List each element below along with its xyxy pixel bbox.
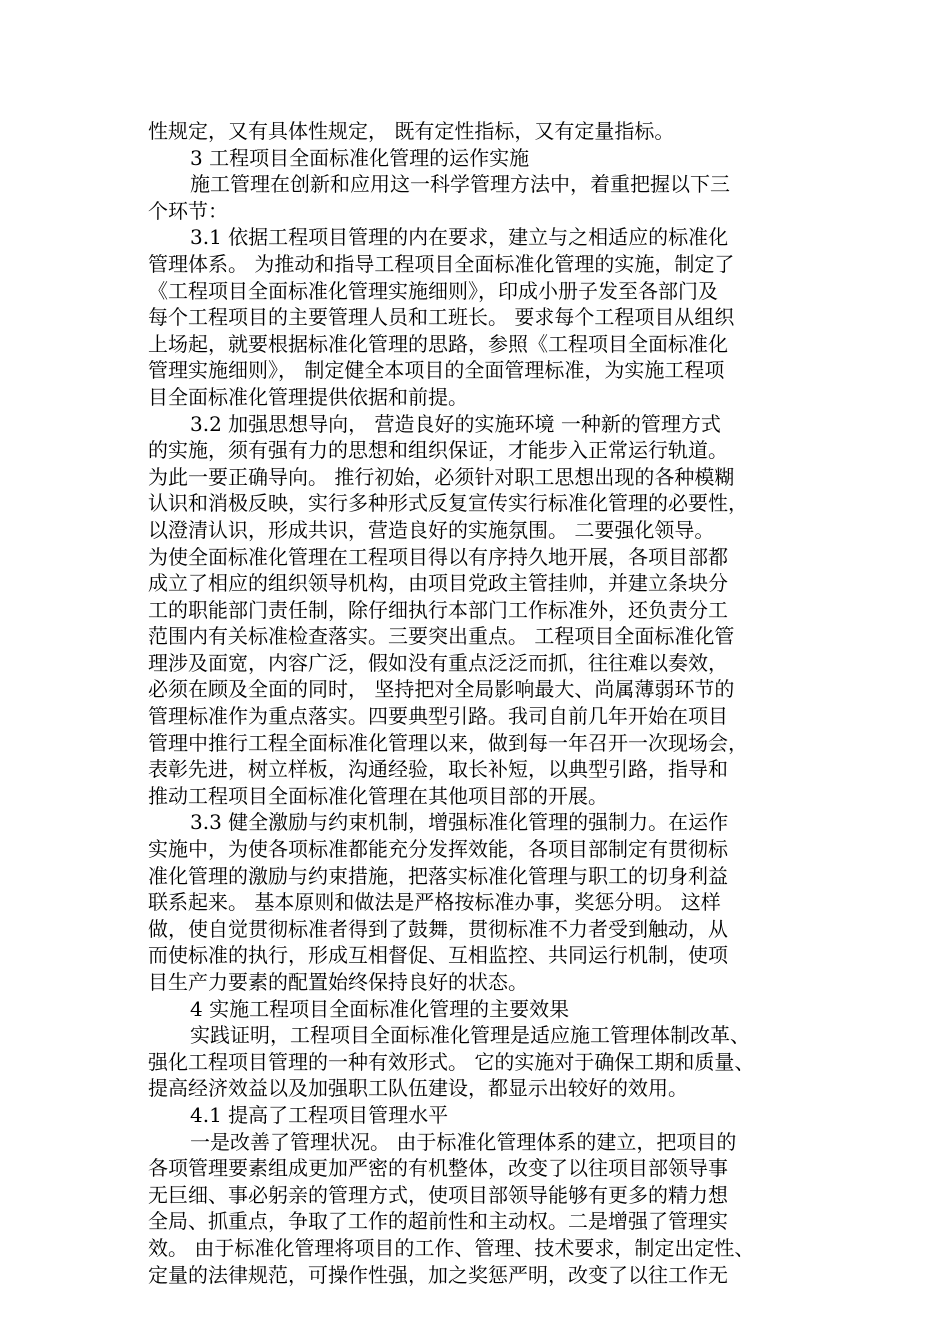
text-line: 推动工程项目全面标准化管理在其他项目部的开展。 bbox=[148, 783, 608, 808]
text-line: 提高经济效益以及加强职工队伍建设，都显示出较好的效用。 bbox=[148, 1076, 688, 1101]
text-line: 3.2 加强思想导向， 营造良好的实施环境 一种新的管理方式 bbox=[190, 411, 721, 436]
text-line: 成立了相应的组织领导机构，由项目党政主管挂帅，并建立条块分 bbox=[148, 571, 728, 596]
text-line: 3.1 依据工程项目管理的内在要求，建立与之相适应的标准化 bbox=[190, 225, 729, 250]
text-line: 无巨细、事必躬亲的管理方式，使项目部领导能够有更多的精力想 bbox=[148, 1182, 728, 1207]
text-line: 做，使自觉贯彻标准者得到了鼓舞，贯彻标准不力者受到触动，从 bbox=[148, 916, 728, 941]
document-body bbox=[0, 118, 950, 1288]
text-line: 表彰先进，树立样板，沟通经验，取长补短，以典型引路，指导和 bbox=[148, 757, 728, 782]
text-line: 管理标准作为重点落实。四要典型引路。我司自前几年开始在项目 bbox=[148, 704, 728, 729]
text-line: 范围内有关标准检查落实。三要突出重点。 工程项目全面标准化管 bbox=[148, 624, 735, 649]
text-line: 管理体系。 为推动和指导工程项目全面标准化管理的实施，制定了 bbox=[148, 251, 735, 276]
text-line: 每个工程项目的主要管理人员和工班长。 要求每个工程项目从组织 bbox=[148, 305, 735, 330]
text-line: 效。 由于标准化管理将项目的工作、管理、技术要求，制定出定性、 bbox=[148, 1235, 755, 1260]
text-line: 目生产力要素的配置始终保持良好的状态。 bbox=[148, 970, 528, 994]
text-line: 3.3 健全激励与约束机制，增强标准化管理的强制力。在运作 bbox=[190, 810, 729, 835]
text-line: 强化工程项目管理的一种有效形式。 它的实施对于确保工期和质量、 bbox=[148, 1049, 755, 1074]
text-line: 必须在顾及全面的同时， 坚持把对全局影响最大、尚属薄弱环节的 bbox=[148, 677, 735, 702]
text-line: 实践证明，工程项目全面标准化管理是适应施工管理体制改革、 bbox=[190, 1023, 750, 1048]
text-line: 性规定，又有具体性规定， 既有定性指标，又有定量指标。 bbox=[148, 119, 675, 143]
text-line: 联系起来。 基本原则和做法是严格按标准办事，奖惩分明。 这样 bbox=[148, 890, 721, 915]
text-line: 4.1 提高了工程项目管理水平 bbox=[190, 1102, 449, 1127]
text-line: 工的职能部门责任制，除仔细执行本部门工作标准外，还负责分工 bbox=[148, 597, 728, 622]
text-line: 的实施，须有强有力的思想和组织保证，才能步入正常运行轨道。 bbox=[148, 438, 728, 463]
text-line: 定量的法律规范，可操作性强，加之奖惩严明，改变了以往工作无 bbox=[148, 1262, 728, 1287]
text-line: 上场起，就要根据标准化管理的思路，参照《工程项目全面标准化 bbox=[148, 331, 728, 356]
text-line: 准化管理的激励与约束措施，把落实标准化管理与职工的切身利益 bbox=[148, 863, 728, 888]
text-line: 各项管理要素组成更加严密的有机整体，改变了以往项目部领导事 bbox=[148, 1156, 728, 1181]
text-line: 管理实施细则》， 制定健全本项目的全面管理标准，为实施工程项 bbox=[148, 358, 725, 383]
text-line: 管理中推行工程全面标准化管理以来，做到每一年召开一次现场会， bbox=[148, 730, 748, 755]
text-line: 为此一要正确导向。 推行初始，必须针对职工思想出现的各种模糊 bbox=[148, 464, 735, 489]
text-line: 个环节： bbox=[148, 198, 228, 223]
text-line: 《工程项目全面标准化管理实施细则》，印成小册子发至各部门及 bbox=[148, 278, 718, 303]
text-line: 理涉及面宽，内容广泛，假如没有重点泛泛而抓，往往难以奏效， bbox=[148, 650, 728, 675]
text-line: 施工管理在创新和应用这一科学管理方法中，着重把握以下三 bbox=[190, 172, 730, 197]
text-line: 以澄清认识，形成共识，营造良好的实施氛围。 二要强化领导。 bbox=[148, 517, 715, 542]
text-line: 而使标准的执行，形成互相督促、互相监控、共同运行机制，使项 bbox=[148, 943, 728, 968]
text-line: 实施中，为使各项标准都能充分发挥效能，各项目部制定有贯彻标 bbox=[148, 837, 728, 862]
text-line: 4 实施工程项目全面标准化管理的主要效果 bbox=[190, 996, 570, 1021]
text-line: 一是改善了管理状况。 由于标准化管理体系的建立，把项目的 bbox=[190, 1129, 737, 1154]
text-line: 目全面标准化管理提供依据和前提。 bbox=[148, 384, 468, 409]
text-line: 为使全面标准化管理在工程项目得以有序持久地开展，各项目部都 bbox=[148, 544, 728, 569]
text-line: 认识和消极反映，实行多种形式反复宣传实行标准化管理的必要性， bbox=[148, 491, 748, 516]
text-line: 3 工程项目全面标准化管理的运作实施 bbox=[190, 145, 530, 170]
text-line: 全局、抓重点，争取了工作的超前性和主动权。二是增强了管理实 bbox=[148, 1209, 728, 1234]
